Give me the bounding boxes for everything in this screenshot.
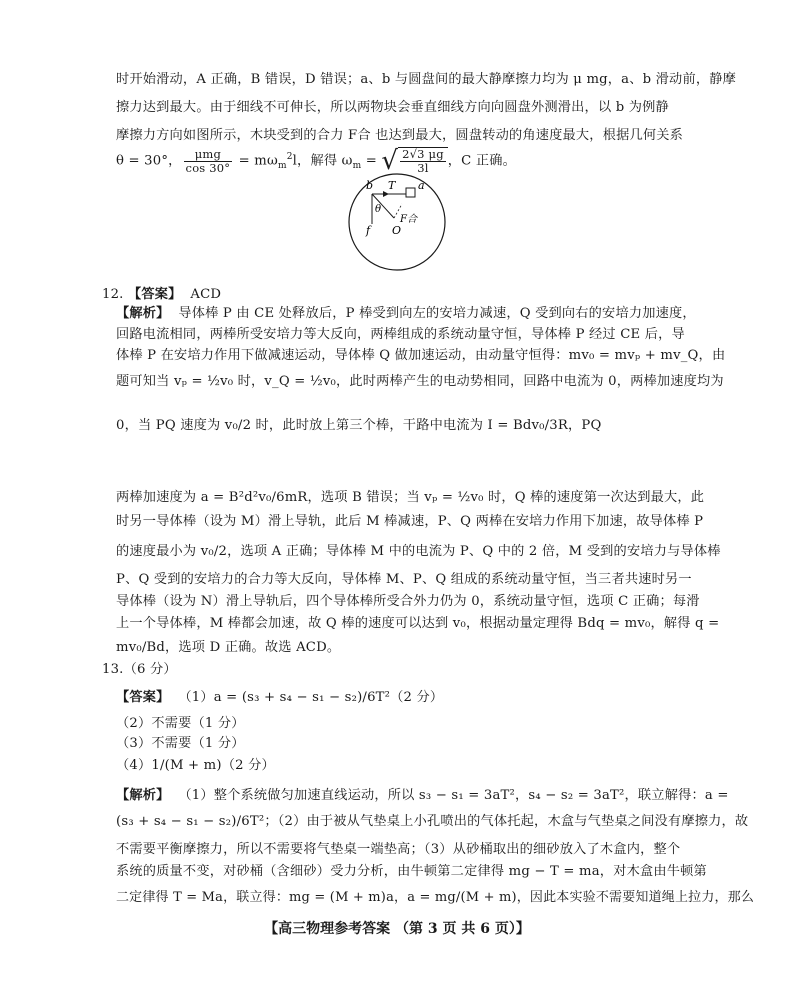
q12-exp-line-8: 的速度最小为 v₀/2，选项 A 正确；导体棒 M 中的电流为 P、Q 中的 2 倍，M 受到的安培力与导体棒	[116, 544, 721, 559]
theta-eq: θ = 30°，	[116, 153, 182, 169]
sqrt-expression: √ $\frac{2√3 \mu g}{3l}$	[381, 146, 447, 176]
fig-label-F: F合	[400, 214, 417, 225]
p11-line-3: 摩擦力方向如图所示，木块受到的合力 F合 也达到最大，圆盘转动的角速度最大，根据几何关系	[116, 128, 684, 143]
q13-exp-line-3: 不需要平衡摩擦力，所以不需要将气垫桌一端垫高；（3）从砂桶取出的细砂放入了木盒内，整个	[116, 842, 681, 857]
p11-line-1: 时开始滑动，A 正确，B 错误，D 错误；a、b 与圆盘间的最大静摩擦力均为 μ mg，a、b 滑动前，静摩	[116, 72, 736, 87]
q12-exp-line-9: P、Q 受到的安培力的合力等大反向，导体棒 M、P、Q 组成的系统动量守恒，当三者共速时另一	[116, 572, 692, 587]
disk-circle	[349, 174, 445, 270]
q12-exp-line-6: 两棒加速度为 a = B²d²v₀/6mR，选项 B 错误；当 vₚ = ½v₀ 时，Q 棒的速度第一次达到最大，此	[116, 490, 705, 505]
eq-end: ，C 正确。	[447, 153, 517, 169]
disk-force-diagram	[342, 172, 452, 272]
fig-label-O: O	[392, 224, 402, 237]
q12-exp-line-1	[116, 302, 696, 321]
q12-exp-line-5: 0，当 PQ 速度为 v₀/2 时，此时放上第三个棒，干路中电流为 I = Bdv₀/3R，PQ	[116, 418, 602, 433]
fig-label-theta: θ	[375, 204, 382, 215]
q12-exp-line-2: 回路电流相同，两棒所受安培力等大反向，两棒组成的系统动量守恒，导体棒 P 经过 CE 后，导	[116, 327, 685, 342]
frac-den: cos 30°	[185, 160, 231, 175]
q12-answer-line	[102, 283, 221, 302]
fraction-umg-cos	[184, 148, 233, 174]
q13-number: 13.（6 分）	[102, 662, 177, 677]
q12-exp-line-4: 题可知当 vₚ = ½v₀ 时，v_Q = ½v₀，此时两棒产生的电动势相同，回路中电流为 0，两棒加速度均为	[116, 374, 724, 389]
block-a	[406, 188, 415, 197]
q12-exp-line-12: mv₀/Bd，选项 D 正确。故选 ACD。	[116, 640, 341, 655]
answer-tag: 【答案】	[116, 690, 170, 705]
fig-label-f: f	[366, 224, 371, 237]
q13-answer-line-2: （2）不需要（1 分）	[116, 716, 245, 731]
q12-text-1: 导体棒 P 由 CE 处释放后，P 棒受到向左的安培力减速，Q 受到向右的安培力加速度，	[178, 306, 696, 321]
frac-num: μmg	[184, 148, 233, 162]
fig-label-a: a	[418, 179, 425, 192]
eq-part-2: l，解得 ω	[292, 153, 353, 169]
q13-exp-line-4: 系统的质量不变，对砂桶（含细砂）受力分析，由牛顿第二定律得 mg − T = ma，对木盒由牛顿第	[116, 864, 707, 879]
q13-answer-line-4: （4）1/(M + m)（2 分）	[116, 758, 275, 773]
q12-answer: ACD	[190, 287, 222, 302]
p11-line-2: 擦力达到最大。由于细线不可伸长，所以两物块会垂直细线方向向圆盘外测滑出，以 b 为例静	[116, 100, 669, 115]
analysis-tag: 【解析】	[116, 306, 170, 321]
q13-answer-line-3: （3）不需要（1 分）	[116, 736, 245, 751]
q13-exp-line-2: (s₃ + s₄ − s₁ − s₂)/6T²；（2）由于被从气垫桌上小孔喷出的气体托起，木盒与气垫桌之间没有摩擦力，故	[116, 814, 749, 829]
q12-exp-line-10: 导体棒（设为 N）滑上导轨后，四个导体棒所受合外力仍为 0，系统动量守恒，选项 C 正确；每滑	[116, 594, 700, 609]
q12-exp-line-3: 体棒 P 在安培力作用下做减速运动，导体棒 Q 做加速运动，由动量守恒得：mv₀ = mvₚ + mv_Q，由	[116, 348, 726, 363]
p11-line-4: θ = 30°， $\frac{\text{μmg}}{\cos 30^\circ}$ = $m\omega_m^2l$，解得 $\omega_m$ = √ $\frac{2√3 \mu g}{3l}$ ，C 正确。	[116, 146, 517, 176]
sqrt-num: 2√3 μg	[402, 147, 444, 162]
answer-tag: 【答案】	[127, 287, 182, 302]
q13-text-1: （1）整个系统做匀加速直线运动，所以 s₃ − s₁ = 3aT²，s₄ − s₂ = 3aT²，联立解得：a =	[178, 788, 729, 803]
fig-label-b: b	[366, 179, 374, 192]
eq-part: = mω	[234, 153, 278, 169]
q13-exp-line-1	[116, 784, 729, 803]
q13-answer-line-1	[116, 686, 443, 705]
q12-number: 12.	[102, 287, 124, 302]
q13-answer-1: （1）a = (s₃ + s₄ − s₁ − s₂)/6T²（2 分）	[178, 690, 444, 705]
analysis-tag: 【解析】	[116, 788, 170, 803]
q12-exp-line-11: 上一个导体棒，M 棒都会加速，故 Q 棒的速度可以达到 v₀，根据动量定理得 Bdq = mv₀，解得 q =	[116, 616, 720, 631]
page-footer: 【高三物理参考答案 （第 3 页 共 6 页）】	[264, 921, 530, 937]
fig-label-T: T	[388, 179, 396, 192]
sqrt-den: 3l	[417, 161, 429, 175]
q12-exp-line-7: 时另一导体棒（设为 M）滑上导轨，此后 M 棒减速，P、Q 两棒在安培力作用下加速，故导体棒 P	[116, 514, 704, 529]
q13-exp-line-5: 二定律得 T = Ma，联立得：mg = (M + m)a，a = mg/(M + m)，因此本实验不需要知道绳上拉力，那么	[116, 890, 755, 905]
